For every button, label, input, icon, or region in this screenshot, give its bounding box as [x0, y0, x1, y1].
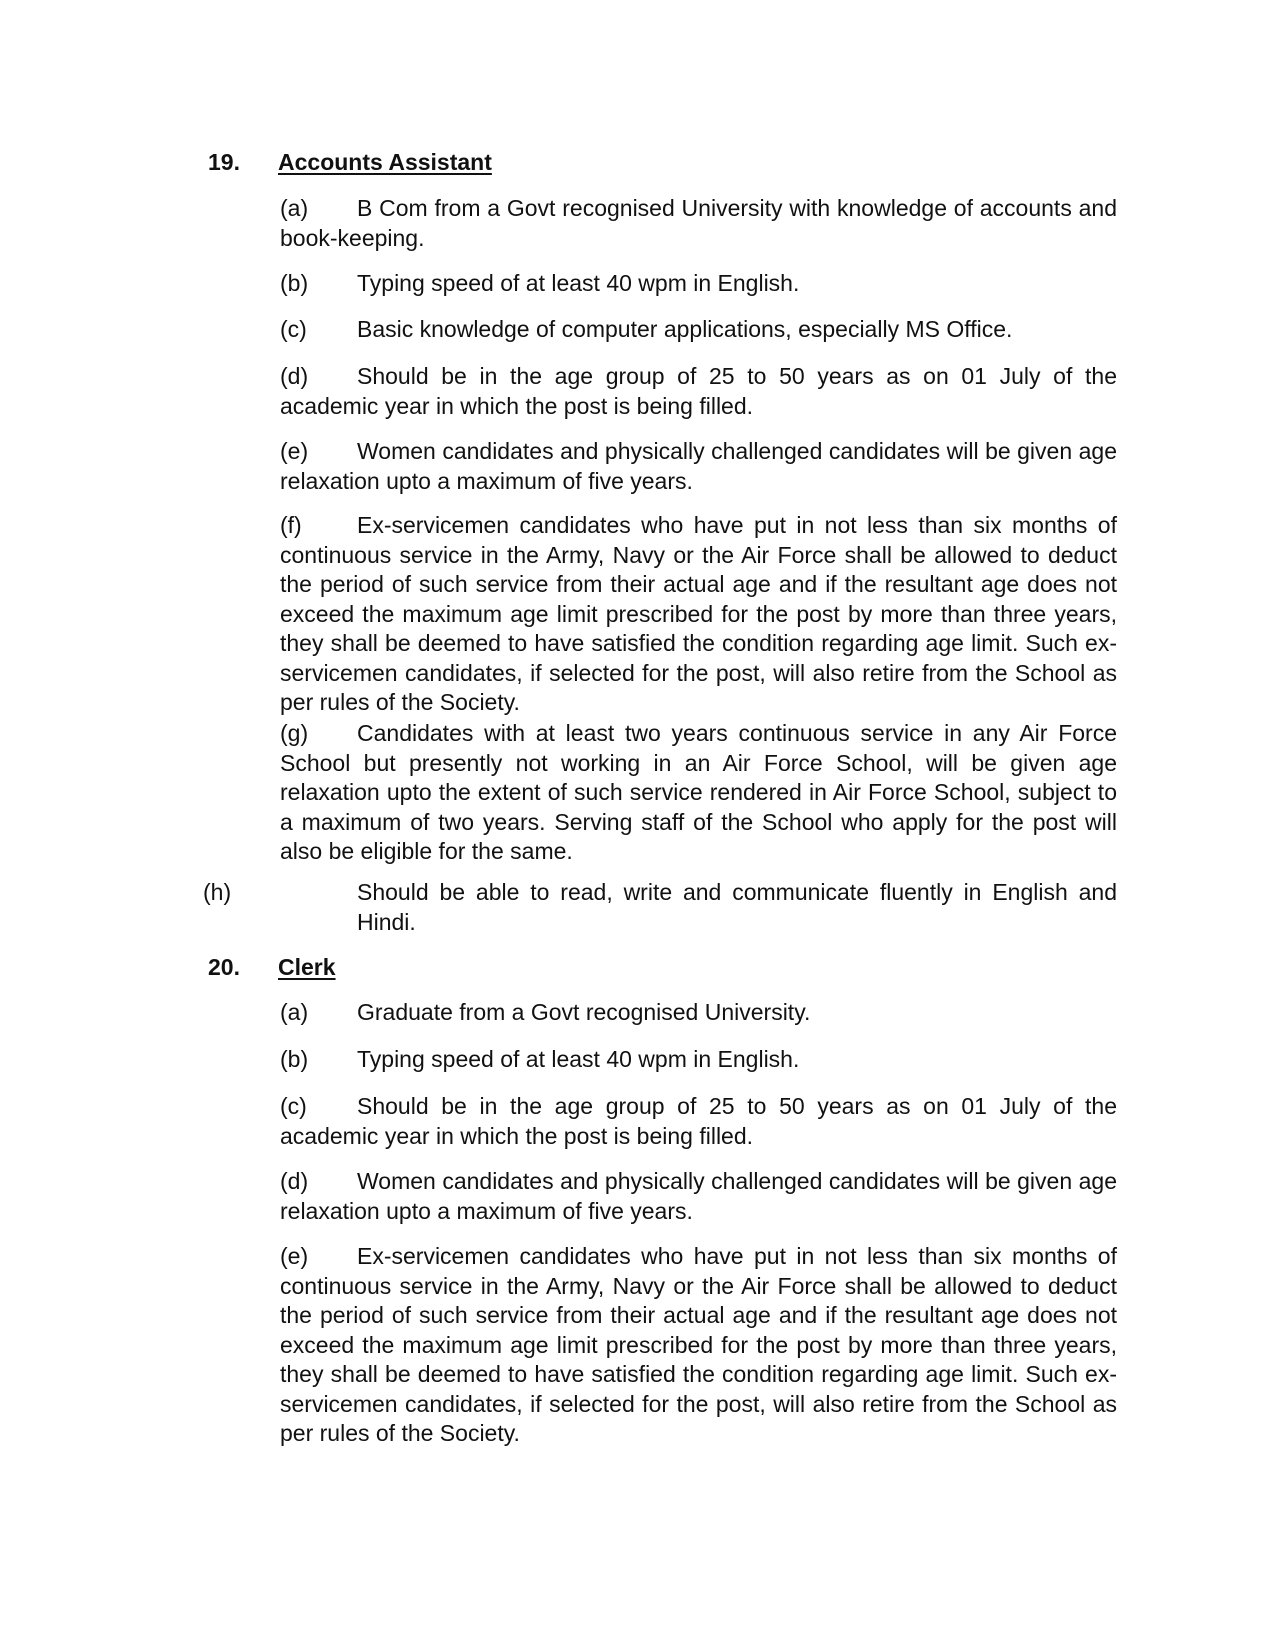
item-label: (b)	[280, 1046, 309, 1072]
list-item	[280, 437, 1117, 496]
item-text: Should be in the age group of 25 to 50 years as on 01 July of the academic year in which the post is being filled.	[280, 363, 1117, 419]
section-heading-19	[208, 148, 1118, 176]
item-text: Ex-servicemen candidates who have put in not less than six months of continuous service in the Army, Navy or the Air Force shall be allowed to deduct the period of such service from their actual age and if the resultant age does not exceed the maximum age limit prescribed for the post by more than three years, they shall be deemed to have satisfied the condition regarding age limit. Such ex-servicemen candidates, if selected for the post, will also retire from the School as per rules of the Society.	[280, 512, 1117, 715]
list-item	[280, 269, 1117, 299]
section-heading-20	[208, 953, 1118, 981]
item-text: Ex-servicemen candidates who have put in not less than six months of continuous service in the Army, Navy or the Air Force shall be allowed to deduct the period of such service from their actual age and if the resultant age does not exceed the maximum age limit prescribed for the post by more than three years, they shall be deemed to have satisfied the condition regarding age limit. Such ex-servicemen candidates, if selected for the post, will also retire from the School as per rules of the Society.	[280, 1243, 1117, 1446]
list-item	[280, 315, 1117, 345]
item-label: (c)	[280, 1093, 307, 1119]
list-item	[280, 194, 1117, 253]
item-label: (d)	[280, 1168, 309, 1194]
section-number: 20.	[208, 954, 240, 980]
item-label: (b)	[280, 270, 309, 296]
item-text: Women candidates and physically challenged candidates will be given age relaxation upto a maximum of five years.	[280, 1168, 1117, 1224]
item-text: Typing speed of at least 40 wpm in English.	[357, 1046, 800, 1072]
item-label: (f)	[280, 512, 302, 538]
item-label: (h)	[203, 879, 232, 905]
item-label: (e)	[280, 1243, 309, 1269]
list-item	[280, 719, 1117, 867]
section-number: 19.	[208, 149, 240, 175]
list-item	[280, 1092, 1117, 1151]
list-item	[203, 878, 1117, 937]
list-item	[280, 1045, 1117, 1075]
list-item	[280, 998, 1117, 1028]
section-title: Accounts Assistant	[278, 149, 492, 175]
item-label: (e)	[280, 438, 309, 464]
list-item	[280, 1242, 1117, 1449]
item-text: Should be able to read, write and communicate fluently in English and Hindi.	[357, 879, 1117, 935]
item-text: Candidates with at least two years continuous service in any Air Force School but presently not working in an Air Force School, will be given age relaxation upto the extent of such service rendered in Air Force School, subject to a maximum of two years. Serving staff of the School who apply for the post will also be eligible for the same.	[280, 720, 1117, 864]
list-item	[280, 1167, 1117, 1226]
item-label: (c)	[280, 316, 307, 342]
item-text: Women candidates and physically challenged candidates will be given age relaxation upto a maximum of five years.	[280, 438, 1117, 494]
item-label: (g)	[280, 720, 309, 746]
item-text: Basic knowledge of computer applications, especially MS Office.	[357, 316, 1013, 342]
item-label: (a)	[280, 195, 309, 221]
list-item	[280, 362, 1117, 421]
item-label: (d)	[280, 363, 309, 389]
list-item	[280, 511, 1117, 718]
item-text: B Com from a Govt recognised University with knowledge of accounts and book-keeping.	[280, 195, 1117, 251]
item-text: Graduate from a Govt recognised University.	[357, 999, 811, 1025]
item-text: Should be in the age group of 25 to 50 years as on 01 July of the academic year in which the post is being filled.	[280, 1093, 1117, 1149]
section-title: Clerk	[278, 954, 336, 980]
item-label: (a)	[280, 999, 309, 1025]
item-text: Typing speed of at least 40 wpm in English.	[357, 270, 800, 296]
